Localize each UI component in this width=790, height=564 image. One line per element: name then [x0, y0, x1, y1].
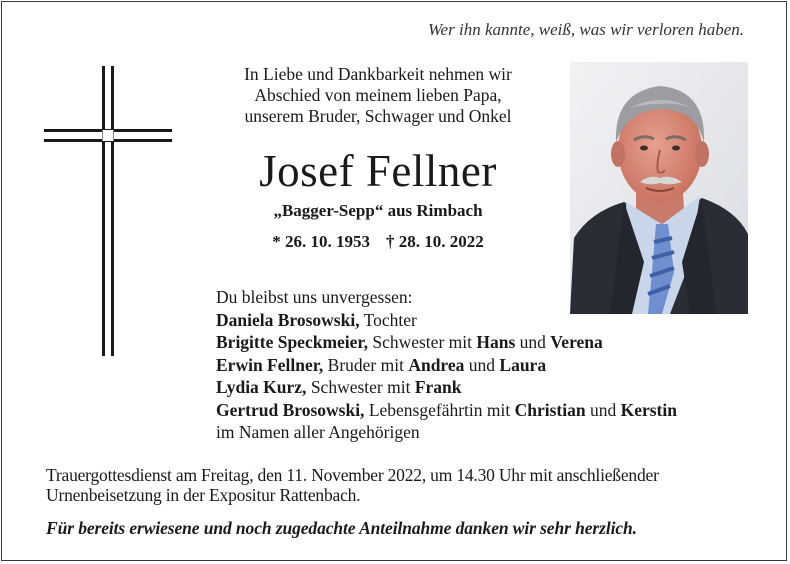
mourner-companion: Frank: [414, 377, 462, 397]
mourner-and: und: [519, 332, 546, 352]
mourner-name: Erwin Fellner,: [216, 354, 324, 375]
death-date: † 28. 10. 2022: [386, 232, 484, 251]
mourner-and: und: [589, 399, 617, 420]
mourners-list: [216, 286, 677, 444]
mourner-relation: Schwester mit: [310, 377, 411, 397]
mourner-and: und: [468, 354, 496, 375]
birth-date: * 26. 10. 1953: [272, 232, 370, 251]
service-line: Urnenbeisetzung in der Expositur Rattenbach.: [46, 485, 361, 505]
mourner-name: Gertrud Brosowski,: [216, 399, 365, 420]
mourner-name: Lydia Kurz,: [216, 377, 307, 397]
mourner-companion: Hans: [476, 332, 516, 352]
deceased-name: Josef Fellner: [259, 146, 497, 196]
intro-line: In Liebe und Dankbarkeit nehmen wir: [244, 64, 512, 84]
mourner-companion: Christian: [514, 399, 586, 420]
mourner-row: [216, 354, 677, 377]
intro-line: Abschied von meinem lieben Papa,: [254, 85, 502, 105]
mourner-companion: Andrea: [408, 354, 465, 375]
mourner-row: [216, 331, 677, 354]
motto: Wer ihn kannte, weiß, was wir verloren haben.: [427, 20, 744, 39]
mourners-intro: Du bleibst uns unvergessen:: [216, 287, 413, 307]
service-info: [46, 465, 766, 505]
service-line: Trauergottesdienst am Freitag, den 11. November 2022, um 14.30 Uhr mit anschließender: [46, 465, 659, 485]
cross-icon: [44, 66, 172, 356]
life-dates: [206, 232, 550, 252]
mourner-companion: Verena: [550, 332, 603, 352]
mourner-relation: Tochter: [363, 309, 417, 330]
mourner-relation: Bruder mit: [327, 354, 404, 375]
mourner-relation: Schwester mit: [372, 332, 472, 352]
thanks-note: Für bereits erwiesene und noch zugedachte Anteilnahme danken wir sehr herzlich.: [46, 518, 637, 538]
portrait-photo: [570, 62, 748, 314]
mourner-name: Daniela Brosowski,: [216, 309, 360, 330]
intro-text: [206, 64, 550, 127]
intro-line: unserem Bruder, Schwager und Onkel: [244, 106, 512, 126]
mourner-name: Brigitte Speckmeier,: [216, 332, 368, 352]
mourner-companion: Kerstin: [620, 399, 677, 420]
mourners-closing: im Namen aller Angehörigen: [216, 422, 420, 442]
mourner-relation: Lebensgefährtin mit: [368, 399, 511, 420]
mourner-companion: Laura: [499, 354, 547, 375]
mourner-row: [216, 399, 677, 422]
mourner-row: [216, 309, 677, 332]
deceased-nickname: „Bagger-Sepp“ aus Rimbach: [273, 201, 483, 220]
mourner-row: [216, 376, 677, 399]
